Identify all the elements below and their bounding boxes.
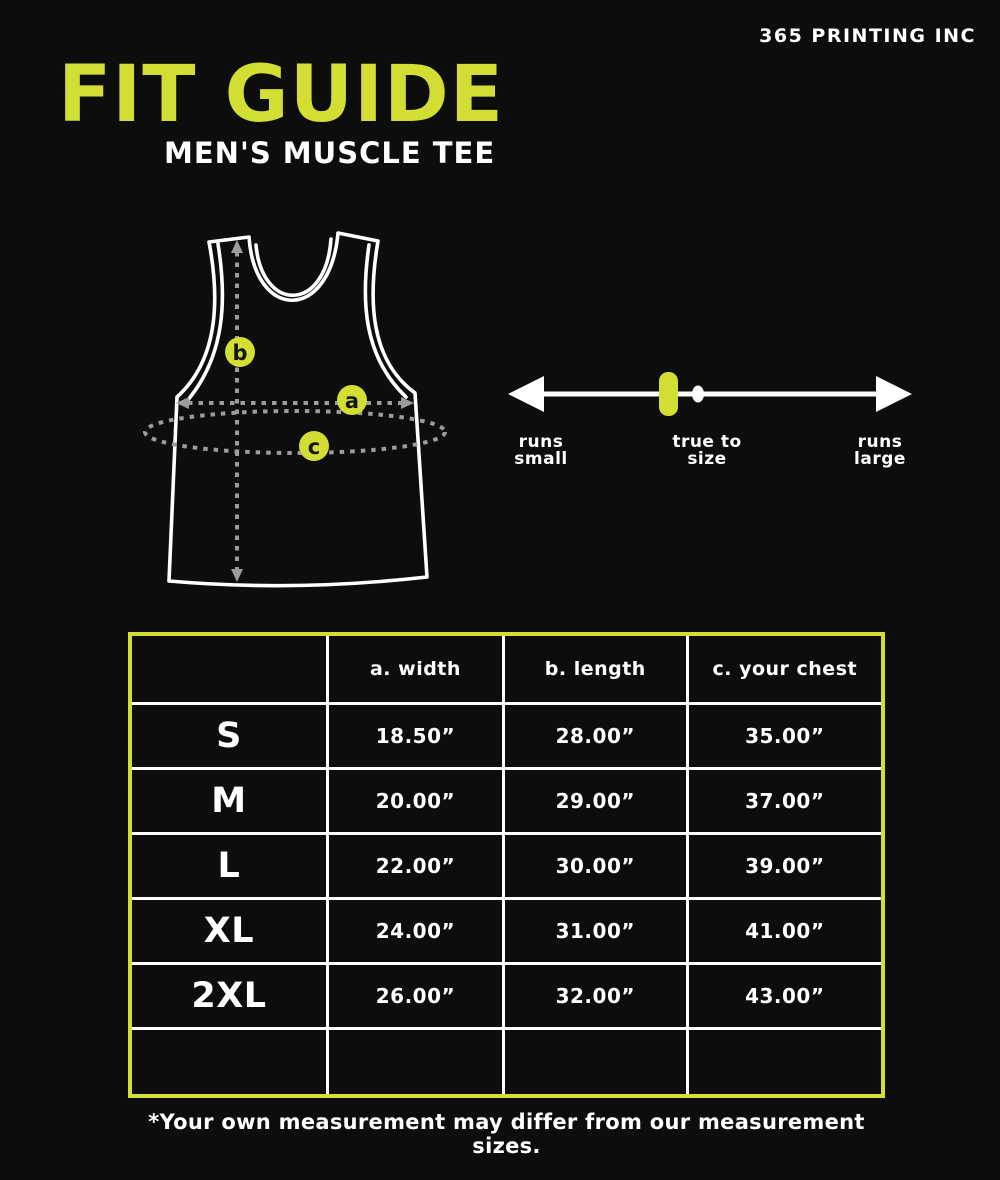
table-row-empty: [130, 1029, 883, 1097]
length-value: 30.00”: [504, 834, 688, 899]
size-label: L: [130, 834, 327, 899]
chest-value: 41.00”: [687, 899, 883, 964]
fit-scale: [500, 360, 920, 485]
header-chest: c. your chest: [687, 634, 883, 704]
marker-b-label: b: [232, 341, 248, 365]
table-row-2xl: [130, 964, 883, 1029]
length-value: 29.00”: [504, 769, 688, 834]
width-measure-arrow: [176, 397, 414, 409]
size-label: M: [130, 769, 327, 834]
width-value: 18.50”: [327, 704, 503, 769]
table-row-s: [130, 704, 883, 769]
marker-c-label: c: [307, 435, 321, 459]
header-blank: [130, 634, 327, 704]
size-label: S: [130, 704, 327, 769]
chest-value: 43.00”: [687, 964, 883, 1029]
marker-c: [299, 431, 329, 461]
empty-cell: [687, 1029, 883, 1097]
empty-cell: [504, 1029, 688, 1097]
width-value: 24.00”: [327, 899, 503, 964]
fit-scale-arrow-icon: [500, 360, 920, 430]
table-row-xl: [130, 899, 883, 964]
chest-value: 35.00”: [687, 704, 883, 769]
chest-value: 37.00”: [687, 769, 883, 834]
length-value: 31.00”: [504, 899, 688, 964]
scale-label-runs-large: runs large: [854, 432, 906, 469]
empty-cell: [130, 1029, 327, 1097]
scale-label-true-to-size: true to size: [672, 432, 742, 469]
marker-a-label: a: [344, 389, 360, 413]
page-subtitle: MEN'S MUSCLE TEE: [164, 136, 496, 170]
arrow-right-icon: [876, 376, 912, 412]
brand-name: 365 PRINTING INC: [759, 25, 976, 47]
measurement-disclaimer: *Your own measurement may differ from our measurement sizes.: [148, 1110, 865, 1158]
empty-cell: [327, 1029, 503, 1097]
width-value: 26.00”: [327, 964, 503, 1029]
marker-a: [337, 385, 367, 415]
width-value: 22.00”: [327, 834, 503, 899]
length-value: 28.00”: [504, 704, 688, 769]
muscle-tee-diagram: [130, 220, 470, 620]
size-label: 2XL: [130, 964, 327, 1029]
length-value: 32.00”: [504, 964, 688, 1029]
page-title: FIT GUIDE: [58, 50, 505, 140]
size-label: XL: [130, 899, 327, 964]
center-tick-dot: [692, 386, 704, 403]
width-value: 20.00”: [327, 769, 503, 834]
table-row-m: [130, 769, 883, 834]
header-width: a. width: [327, 634, 503, 704]
scale-label-runs-small: runs small: [514, 432, 568, 469]
table-header-row: [130, 634, 883, 704]
chest-measure-ellipse: [145, 411, 445, 453]
header-length: b. length: [504, 634, 688, 704]
size-table: [128, 632, 885, 1098]
table-row-l: [130, 834, 883, 899]
chest-value: 39.00”: [687, 834, 883, 899]
marker-b: [225, 337, 255, 367]
arrow-left-icon: [508, 376, 544, 412]
fit-indicator: [659, 372, 678, 416]
